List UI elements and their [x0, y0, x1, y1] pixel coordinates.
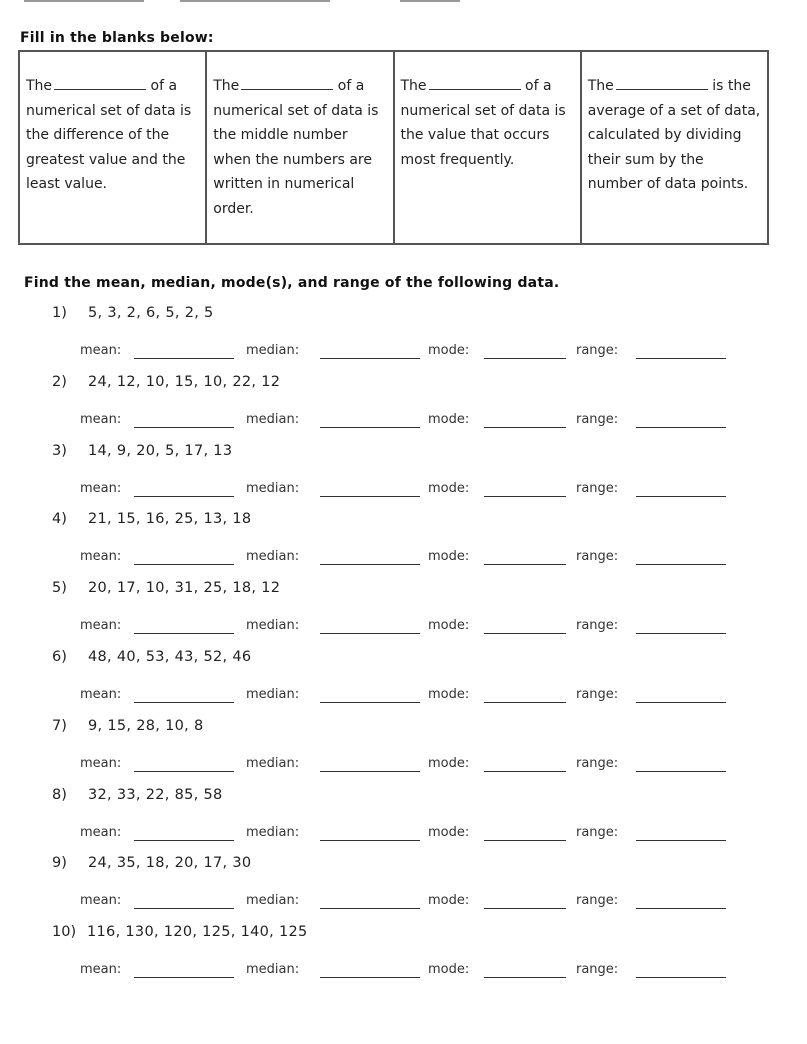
mean-label: mean: [80, 755, 122, 771]
mean-label: mean: [80, 962, 122, 978]
mean-label: mean: [80, 480, 122, 496]
problem-number: 3) [52, 442, 67, 459]
definition-text: of a numerical set of data is the difference of the greatest value and the least value. [26, 78, 192, 193]
mode-answer-blank[interactable] [484, 358, 566, 359]
mode-label: mode: [428, 549, 470, 565]
instructions-text: Find the mean, median, mode(s), and range of the following data. [24, 275, 560, 291]
definition-cell-mean [581, 51, 768, 244]
range-answer-blank[interactable] [636, 633, 726, 634]
fill-blanks-heading: Fill in the blanks below: [20, 30, 214, 46]
problem-number: 9) [52, 855, 67, 872]
range-label: range: [576, 755, 619, 771]
median-label: median: [246, 480, 300, 496]
range-answer-blank[interactable] [636, 427, 726, 428]
answer-row [0, 343, 807, 363]
median-answer-blank[interactable] [320, 908, 420, 909]
mean-label: mean: [80, 549, 122, 565]
mode-label: mode: [428, 686, 470, 702]
range-label: range: [576, 686, 619, 702]
mean-answer-blank[interactable] [134, 564, 234, 565]
mode-label: mode: [428, 962, 470, 978]
median-answer-blank[interactable] [320, 358, 420, 359]
problem-number: 1) [52, 305, 67, 321]
median-label: median: [246, 824, 300, 840]
definition-lead: The [26, 78, 53, 94]
range-label: range: [576, 618, 619, 634]
median-label: median: [246, 755, 300, 771]
answer-row [0, 825, 807, 845]
median-answer-blank[interactable] [320, 633, 420, 634]
problem-item [0, 922, 807, 991]
answer-row [0, 481, 807, 501]
definition-cell-mode [394, 51, 581, 244]
definition-cell-range [19, 51, 206, 244]
definition-lead: The [587, 78, 614, 94]
problem-data-set: 32, 33, 22, 85, 58 [88, 786, 223, 803]
range-label: range: [576, 343, 619, 358]
range-label: range: [576, 549, 619, 565]
mode-answer-blank[interactable] [484, 840, 566, 841]
mode-answer-blank[interactable] [484, 564, 566, 565]
mode-label: mode: [428, 618, 470, 634]
definition-blank[interactable] [241, 75, 333, 90]
definition-lead: The [213, 78, 240, 94]
range-answer-blank[interactable] [636, 564, 726, 565]
problem-item [0, 716, 807, 785]
problem-data-set: 48, 40, 53, 43, 52, 46 [88, 648, 252, 665]
range-label: range: [576, 480, 619, 496]
mode-answer-blank[interactable] [484, 496, 566, 497]
problem-list [0, 303, 807, 991]
mean-answer-blank[interactable] [134, 977, 234, 978]
mean-answer-blank[interactable] [134, 633, 234, 634]
problem-data-set: 9, 15, 28, 10, 8 [88, 717, 204, 734]
mean-label: mean: [80, 411, 122, 427]
mean-answer-blank[interactable] [134, 358, 234, 359]
range-answer-blank[interactable] [636, 496, 726, 497]
answer-row [0, 687, 807, 707]
mode-label: mode: [428, 343, 470, 358]
problem-item [0, 647, 807, 716]
problem-item [0, 853, 807, 922]
median-answer-blank[interactable] [320, 702, 420, 703]
definitions-table [18, 50, 769, 245]
definition-blank[interactable] [616, 75, 708, 90]
problem-number: 6) [52, 648, 67, 665]
answer-row [0, 962, 807, 982]
problem-number: 7) [52, 717, 67, 734]
mode-answer-blank[interactable] [484, 977, 566, 978]
range-label: range: [576, 824, 619, 840]
mean-label: mean: [80, 686, 122, 702]
mean-answer-blank[interactable] [134, 840, 234, 841]
definition-text: of a numerical set of data is the middle number when the numbers are written in numerical order. [213, 78, 379, 217]
problem-item [0, 785, 807, 854]
median-answer-blank[interactable] [320, 771, 420, 772]
answer-row [0, 893, 807, 913]
median-label: median: [246, 343, 300, 358]
mean-answer-blank[interactable] [134, 427, 234, 428]
definition-lead: The [400, 78, 427, 94]
problem-number: 4) [52, 511, 67, 528]
range-answer-blank[interactable] [636, 702, 726, 703]
problem-data-set: 20, 17, 10, 31, 25, 18, 12 [88, 580, 281, 597]
definition-blank[interactable] [429, 75, 521, 90]
definition-text: is the average of a set of data, calculated by dividing their sum by the number of data points. [587, 78, 761, 193]
definition-cell-median [206, 51, 393, 244]
mean-answer-blank[interactable] [134, 771, 234, 772]
mean-label: mean: [80, 343, 122, 358]
mode-answer-blank[interactable] [484, 702, 566, 703]
median-answer-blank[interactable] [320, 977, 420, 978]
mean-label: mean: [80, 824, 122, 840]
problem-data-set: 5, 3, 2, 6, 5, 2, 5 [88, 305, 214, 321]
mode-label: mode: [428, 824, 470, 840]
range-answer-blank[interactable] [636, 840, 726, 841]
mean-label: mean: [80, 618, 122, 634]
problem-number: 5) [52, 580, 67, 597]
mode-answer-blank[interactable] [484, 771, 566, 772]
range-answer-blank[interactable] [636, 358, 726, 359]
problem-number: 10) [52, 924, 77, 941]
range-label: range: [576, 962, 619, 978]
problem-data-set: 21, 15, 16, 25, 13, 18 [88, 511, 252, 528]
problem-data-set: 116, 130, 120, 125, 140, 125 [87, 924, 308, 941]
problem-data-set: 14, 9, 20, 5, 17, 13 [88, 442, 233, 459]
mode-label: mode: [428, 755, 470, 771]
median-answer-blank[interactable] [320, 564, 420, 565]
range-answer-blank[interactable] [636, 977, 726, 978]
mean-label: mean: [80, 893, 122, 909]
median-label: median: [246, 549, 300, 565]
mode-label: mode: [428, 893, 470, 909]
problem-item [0, 578, 807, 647]
problem-item [0, 303, 807, 372]
median-answer-blank[interactable] [320, 427, 420, 428]
problem-data-set: 24, 12, 10, 15, 10, 22, 12 [88, 373, 281, 390]
definition-blank[interactable] [54, 75, 146, 90]
problem-item [0, 372, 807, 441]
definition-text: of a numerical set of data is the value that occurs most frequently. [400, 78, 566, 168]
median-label: median: [246, 411, 300, 427]
problem-item [0, 441, 807, 510]
range-label: range: [576, 411, 619, 427]
answer-row [0, 618, 807, 638]
mode-answer-blank[interactable] [484, 908, 566, 909]
median-answer-blank[interactable] [320, 840, 420, 841]
problem-data-set: 24, 35, 18, 20, 17, 30 [88, 855, 252, 872]
range-label: range: [576, 893, 619, 909]
median-label: median: [246, 962, 300, 978]
answer-row [0, 412, 807, 432]
answer-row [0, 756, 807, 776]
problem-item [0, 509, 807, 578]
mean-answer-blank[interactable] [134, 496, 234, 497]
median-label: median: [246, 686, 300, 702]
problem-number: 8) [52, 786, 67, 803]
median-label: median: [246, 618, 300, 634]
median-answer-blank[interactable] [320, 496, 420, 497]
mode-label: mode: [428, 480, 470, 496]
answer-row [0, 549, 807, 569]
median-label: median: [246, 893, 300, 909]
range-answer-blank[interactable] [636, 908, 726, 909]
mean-answer-blank[interactable] [134, 702, 234, 703]
mean-answer-blank[interactable] [134, 908, 234, 909]
mode-label: mode: [428, 411, 470, 427]
range-answer-blank[interactable] [636, 771, 726, 772]
cropped-header-remnant [0, 0, 807, 8]
mode-answer-blank[interactable] [484, 633, 566, 634]
problem-number: 2) [52, 373, 67, 390]
mode-answer-blank[interactable] [484, 427, 566, 428]
